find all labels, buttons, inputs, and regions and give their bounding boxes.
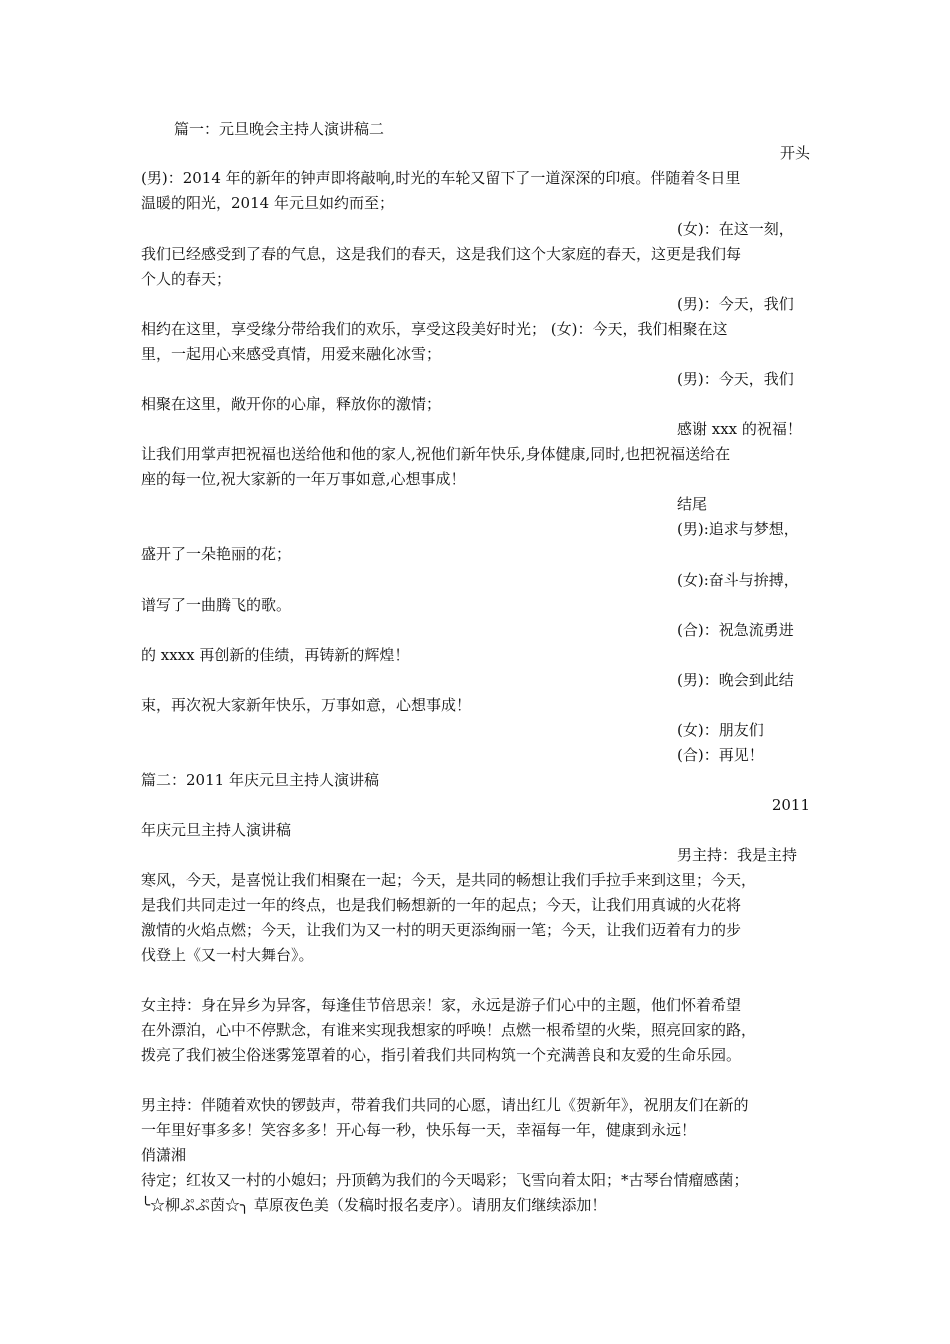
paragraph-line: 一年里好事多多！笑容多多！开心每一秒，快乐每一天，幸福每一年，健康到永远！ [141,1121,697,1139]
paragraph-line: 让我们用掌声把祝福也送给他和他的家人,祝他们新年快乐,身体健康,同时,也把祝福送给在 [141,445,731,463]
section2-year: 2011 [771,796,810,814]
paragraph-line: 拨亮了我们被尘俗迷雾笼罩着的心，指引着我们共同构筑一个充满善良和友爱的生命乐园。 [141,1046,742,1064]
speaker-lead: 男主持：我是主持 [677,846,798,864]
section1-title: 篇一：元旦晚会主持人演讲稿二 [174,120,385,138]
paragraph-line: 男主持：伴随着欢快的锣鼓声，带着我们共同的心愿，请出红儿《贺新年》，祝朋友们在新的 [141,1096,749,1114]
speaker-lead: (男)：晚会到此结 [677,671,794,689]
speaker-lead: (合)：祝急流勇进 [677,621,794,639]
paragraph-line: 温暖的阳光，2014 年元旦如约而至； [141,194,394,212]
speaker-lead: (男):追求与梦想， [677,520,799,538]
paragraph-line: (男)：2014 年的新年的钟声即将敲响,时光的车轮又留下了一道深深的印痕。伴随着冬日里 [141,169,741,187]
paragraph-line: ╰☆柳ぷぷ茵☆╮ 草原夜色美（发稿时报名麦序）。请朋友们继续添加！ [141,1196,607,1214]
section2-subtitle: 年庆元旦主持人演讲稿 [141,821,292,839]
paragraph-line: 束，再次祝大家新年快乐，万事如意，心想事成！ [141,696,472,714]
paragraph-line: 里，一起用心来感受真情，用爱来融化冰雪； [141,345,442,363]
paragraph-line: 盛开了一朵艳丽的花； [141,545,292,563]
paragraph-line: 谱写了一曲腾飞的歌。 [141,596,292,614]
paragraph-line: 在外漂泊，心中不停默念，有谁来实现我想家的呼唤！点燃一根希望的火柴，照亮回家的路， [141,1021,757,1039]
speaker-lead: (男)：今天，我们 [677,370,794,388]
paragraph-line: 待定；红妆又一村的小媳妇；丹顶鹤为我们的今天喝彩；飞雪向着太阳；*古琴台情瘤感菌； [141,1171,749,1189]
paragraph-line: 的 xxxx 再创新的佳绩，再铸新的辉煌！ [141,646,410,664]
paragraph-line: 俏潇湘 [141,1146,187,1164]
paragraph-line: 是我们共同走过一年的终点，也是我们畅想新的一年的起点；今天，让我们用真诚的火花将 [141,896,742,914]
paragraph-line: 相约在这里，享受缘分带给我们的欢乐，享受这段美好时光； (女)：今天，我们相聚在这 [141,320,728,338]
speaker-lead: 感谢 xxx 的祝福！ [677,420,802,438]
section2-title: 篇二：2011 年庆元旦主持人演讲稿 [141,771,379,789]
speaker-lead: (女):奋斗与拚搏， [677,571,799,589]
opening-label: 开头 [779,144,810,162]
speaker-lead: (合)：再见！ [677,746,764,764]
ending-label: 结尾 [677,495,708,513]
speaker-lead: (男)：今天，我们 [677,295,794,313]
paragraph-line: 伐登上《又一村大舞台》。 [141,946,314,964]
paragraph-line: 我们已经感受到了春的气息，这是我们的春天，这是我们这个大家庭的春天，这更是我们每 [141,245,742,263]
paragraph-line: 座的每一位,祝大家新的一年万事如意,心想事成！ [141,470,466,488]
paragraph-line: 个人的春天； [141,270,232,288]
speaker-lead: (女)：朋友们 [677,721,764,739]
speaker-lead: (女)：在这一刻， [677,220,794,238]
paragraph-line: 相聚在这里，敞开你的心扉，释放你的激情； [141,395,442,413]
paragraph-line: 激情的火焰点燃；今天，让我们为又一村的明天更添绚丽一笔；今天，让我们迈着有力的步 [141,921,742,939]
paragraph-line: 女主持：身在异乡为异客，每逢佳节倍思亲！家，永远是游子们心中的主题，他们怀着希望 [141,996,742,1014]
paragraph-line: 寒风，今天，是喜悦让我们相聚在一起；今天，是共同的畅想让我们手拉手来到这里；今天， [141,871,757,889]
